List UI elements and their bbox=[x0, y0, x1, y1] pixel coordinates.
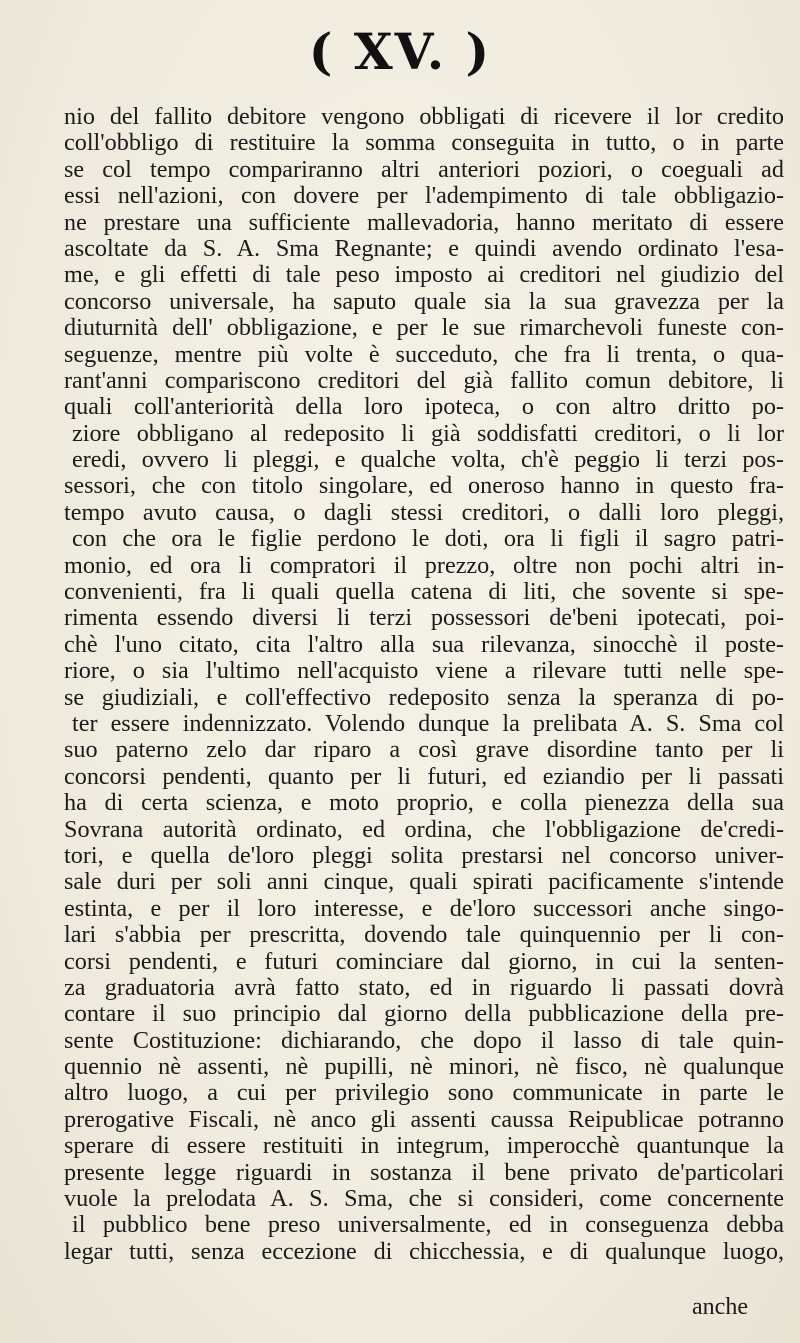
text-line: riore, o sia l'ultimo nell'acquisto viene a rilevare tutti nelle spe- bbox=[64, 657, 784, 685]
text-line: suo paterno zelo dar riparo a così grave disordine tanto per li bbox=[64, 736, 784, 764]
text-line: diuturnità dell' obbligazione, e per le sue rimarchevoli funeste con- bbox=[64, 314, 784, 342]
text-line: sessori, che con titolo singolare, ed oneroso hanno in questo fra- bbox=[64, 472, 784, 500]
text-line: sperare di essere restituiti in integrum, imperocchè quantunque la bbox=[64, 1132, 784, 1160]
text-line: concorsi pendenti, quanto per li futuri, ed eziandio per li passati bbox=[64, 762, 784, 790]
page-number-header: ( XV. ) bbox=[308, 22, 492, 81]
text-line: estinta, e per il loro interesse, e de'loro successori anche singo- bbox=[64, 894, 784, 922]
text-line: altro luogo, a cui per privilegio sono communicate in parte le bbox=[64, 1079, 784, 1107]
text-line: tempo avuto causa, o dagli stessi creditori, o dalli loro pleggi, bbox=[64, 498, 784, 526]
text-line: con che ora le figlie perdono le doti, ora li figli il sagro patri- bbox=[72, 525, 784, 553]
text-line: concorso universale, ha saputo quale sia la sua gravezza per la bbox=[64, 287, 784, 315]
text-line: eredi, ovvero li pleggi, e qualche volta, ch'è peggio li terzi pos- bbox=[72, 446, 784, 474]
text-line: ter essere indennizzato. Volendo dunque la prelibata A. S. Sma col bbox=[72, 709, 784, 737]
text-line: il pubblico bene preso universalmente, ed in conseguenza debba bbox=[72, 1211, 784, 1239]
catchword: anche bbox=[692, 1294, 748, 1320]
text-line: ziore obbligano al redeposito li già soddisfatti creditori, o li lor bbox=[72, 419, 784, 447]
text-line: ascoltate da S. A. Sma Regnante; e quindi avendo ordinato l'esa- bbox=[64, 234, 784, 262]
body-text bbox=[64, 104, 784, 1265]
text-line: presente legge riguardi in sostanza il bene privato de'particolari bbox=[64, 1158, 784, 1186]
text-line: convenienti, fra li quali quella catena di liti, che sovente si spe- bbox=[64, 578, 784, 606]
text-line: seguenze, mentre più volte è succeduto, che fra li trenta, o qua- bbox=[64, 340, 784, 368]
text-line: me, e gli effetti di tale peso imposto ai creditori nel giudizio del bbox=[64, 261, 784, 289]
text-line: sente Costituzione: dichiarando, che dopo il lasso di tale quin- bbox=[64, 1026, 784, 1054]
text-line: essi nell'azioni, con dovere per l'adempimento di tale obbligazio- bbox=[64, 182, 784, 210]
text-line: Sovrana autorità ordinato, ed ordina, che l'obbligazione de'credi- bbox=[64, 815, 784, 843]
text-line: coll'obbligo di restituire la somma conseguita in tutto, o in parte bbox=[64, 129, 784, 157]
text-line: monio, ed ora li compratori il prezzo, oltre non pochi altri in- bbox=[64, 551, 784, 579]
text-line: ha di certa scienza, e moto proprio, e colla pienezza della sua bbox=[64, 789, 784, 817]
text-line: lari s'abbia per prescritta, dovendo tale quinquennio per li con- bbox=[64, 921, 784, 949]
text-line: tori, e quella de'loro pleggi solita prestarsi nel concorso univer- bbox=[64, 841, 784, 869]
text-line: quali coll'anteriorità della loro ipoteca, o con altro dritto po- bbox=[64, 393, 784, 421]
text-line: se giudiziali, e coll'effectivo redeposito senza la speranza di po- bbox=[64, 683, 784, 711]
text-line: corsi pendenti, e futuri cominciare dal giorno, in cui la senten- bbox=[64, 947, 784, 975]
text-line: quennio nè assenti, nè pupilli, nè minori, nè fisco, nè qualunque bbox=[64, 1053, 784, 1081]
text-line: nio del fallito debitore vengono obbligati di ricevere il lor credito bbox=[64, 103, 784, 130]
text-line: se col tempo compariranno altri anteriori poziori, o coeguali ad bbox=[64, 155, 784, 183]
text-line: vuole la prelodata A. S. Sma, che si consideri, come concernente bbox=[64, 1185, 784, 1213]
text-line: legar tutti, senza eccezione di chicchessia, e di qualunque luogo, bbox=[64, 1237, 784, 1265]
text-line: za graduatoria avrà fatto stato, ed in riguardo li passati dovrà bbox=[64, 973, 784, 1001]
text-line: rimenta essendo diversi li terzi possessori de'beni ipotecati, poi- bbox=[64, 604, 784, 632]
text-line: ne prestare una sufficiente mallevadoria, hanno meritato di essere bbox=[64, 208, 784, 236]
text-line: rant'anni compariscono creditori del già fallito comun debitore, li bbox=[64, 366, 784, 394]
text-line: prerogative Fiscali, nè anco gli assenti caussa Reipublicae potranno bbox=[64, 1105, 784, 1133]
text-line: chè l'uno citato, cita l'altro alla sua rilevanza, sinocchè il poste- bbox=[64, 630, 784, 658]
text-line: contare il suo principio dal giorno della pubblicazione della pre- bbox=[64, 1000, 784, 1028]
text-line: sale duri per soli anni cinque, quali spirati pacificamente s'intende bbox=[64, 868, 784, 896]
